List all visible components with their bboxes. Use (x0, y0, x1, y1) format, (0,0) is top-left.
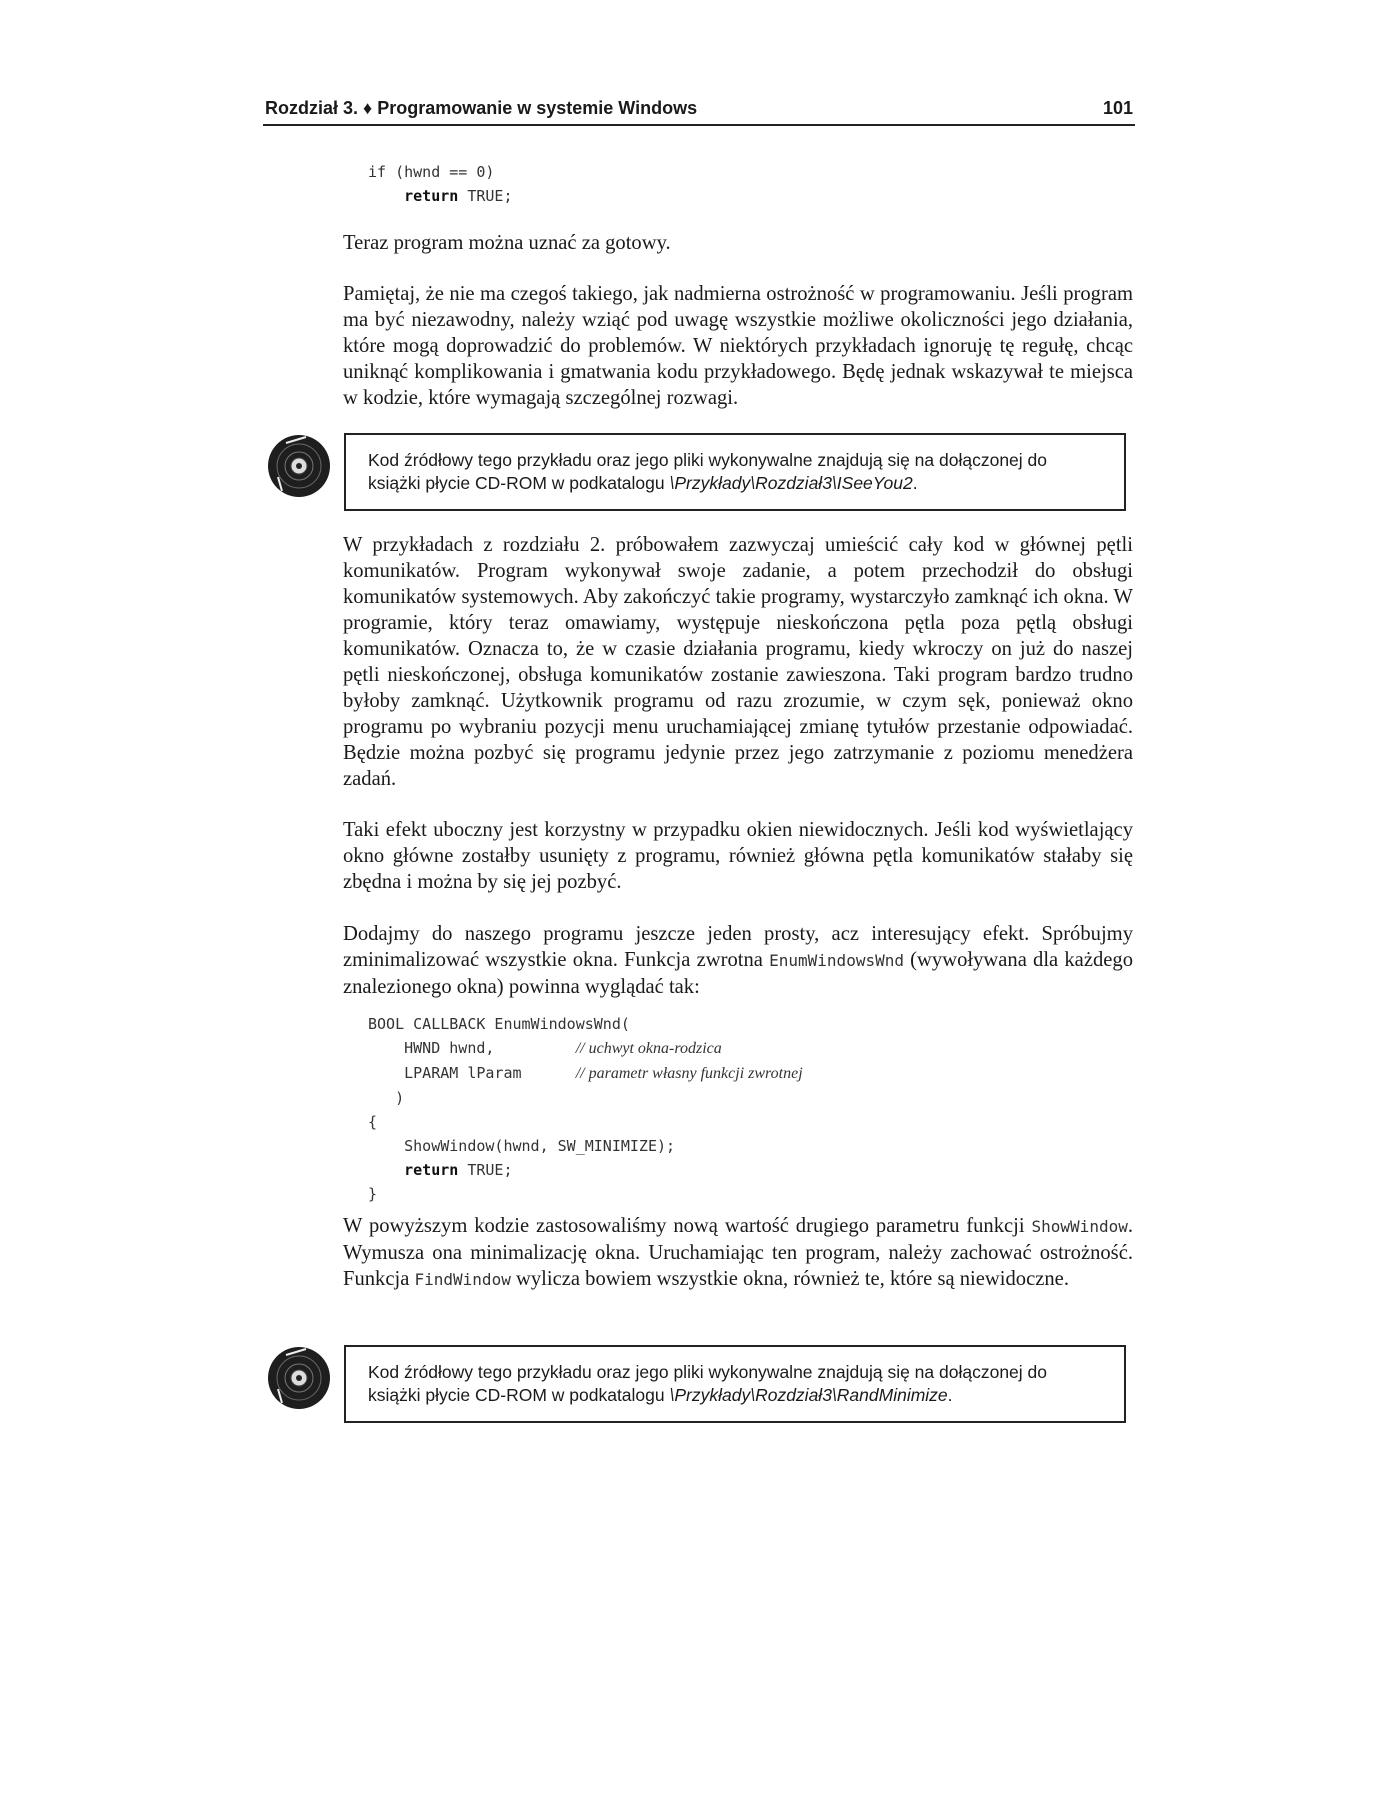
inline-code: EnumWindowsWnd (769, 951, 904, 970)
code-line: ShowWindow(hwnd, SW_MINIMIZE); (368, 1137, 676, 1155)
running-header (263, 98, 1135, 126)
code-line: { (368, 1113, 378, 1131)
code-keyword: return (404, 187, 459, 205)
code-line: LPARAM lParam (368, 1064, 576, 1082)
code-line: ) (368, 1089, 405, 1107)
note-end: . (947, 1385, 953, 1405)
cd-disc-icon (266, 433, 332, 499)
paragraph-3: W przykładach z rozdziału 2. próbowałem zazwyczaj umieścić cały kod w głównej pętli komunikatów. Program wykonywał swoje zadanie, a potem przechodził do obsługi komunikatów systemowych. Aby zakończyć takie programy, wystarczyło zamknąć ich okna. W programie, który teraz omawiamy, występuje nieskończona pętla poza pętlą obsługi komunikatów. Oznacza to, że w czasie działania programu, kiedy wkroczy on już do naszej pętli nieskończonej, obsługa komunikatów zostanie zawieszona. Taki program bardzo trudno byłoby zamknąć. Użytkownik programu od razu zrozumie, w czym sęk, ponieważ okno programu po wybraniu pozycji menu uruchamiającej zmianę tytułów przestanie odpowiadać. Będzie można pozbyć się programu jedynie przez jego zatrzymanie z poziomu menedżera zadań. (343, 534, 1133, 790)
code-comment: // uchwyt okna-rodzica (575, 1040, 722, 1057)
chapter-title: Rozdział 3. ♦ Programowanie w systemie Windows (265, 98, 698, 118)
text-run: . Wymusza ona minimalizację okna. Uruchamiając ten program, należy zachować ostrożność. Funkcja (343, 1215, 1133, 1290)
page-number: 101 (1102, 98, 1133, 118)
paragraph-2: Pamiętaj, że nie ma czegoś takiego, jak nadmierna ostrożność w programowaniu. Jeśli program ma być niezawodny, należy wziąć pod uwagę wszystkie możliwe okoliczności jego działania, które mogą doprowadzić do problemów. W niektórych przykładach ignoruję tę regułę, chcąc uniknąć komplikowania i gmatwania kodu przykładowego. Będę jednak wskazywał te miejsca w kodzie, które wymagają szczególnej rozwagi. (343, 283, 1133, 409)
cd-disc-icon (266, 1345, 332, 1411)
code-comment: // parametr własny funkcji zwrotnej (575, 1065, 803, 1082)
code-block-1 (368, 160, 513, 208)
code-line: TRUE; (458, 1161, 513, 1179)
note-path: \Przykłady\Rozdział3\RandMinimize (669, 1385, 948, 1405)
code-line: TRUE; (458, 187, 513, 205)
inline-code: ShowWindow (1031, 1217, 1128, 1236)
note-text: Kod źródłowy tego przykładu oraz jego pliki wykonywalne znajdują się na dołączonej do książki płycie CD-ROM w podkatalogu (368, 1362, 1048, 1405)
text-run: wylicza bowiem wszystkie okna, również te, które są niewidoczne. (510, 1268, 1069, 1290)
inline-code: FindWindow (414, 1270, 511, 1289)
code-line: HWND hwnd, (368, 1039, 576, 1057)
code-block-2 (368, 1012, 803, 1206)
paragraph-5 (343, 921, 1133, 1000)
note-path: \Przykłady\Rozdział3\ISeeYou2 (669, 473, 913, 493)
code-line: } (368, 1185, 378, 1203)
paragraph-6 (343, 1213, 1133, 1293)
note-text: Kod źródłowy tego przykładu oraz jego pliki wykonywalne znajdują się na dołączonej do książki płycie CD-ROM w podkatalogu (368, 450, 1048, 493)
paragraph-4: Taki efekt uboczny jest korzystny w przypadku okien niewidocznych. Jeśli kod wyświetlający okno główne zostałby usunięty z programu, również główna pętla komunikatów stałaby się zbędna i można by się jej pozbyć. (343, 819, 1133, 893)
cd-note-2 (344, 1345, 1126, 1423)
text-run: (wywoływana dla każdego znalezionego okna) powinna wyglądać tak: (343, 949, 1133, 998)
text-run: W powyższym kodzie zastosowaliśmy nową wartość drugiego parametru funkcji (343, 1215, 1032, 1237)
code-keyword: return (404, 1161, 459, 1179)
cd-note-1 (344, 433, 1126, 511)
note-end: . (912, 473, 918, 493)
code-line: BOOL CALLBACK EnumWindowsWnd( (368, 1015, 630, 1033)
code-line: if (hwnd == 0) (368, 163, 495, 181)
paragraph-1: Teraz program można uznać za gotowy. (343, 232, 671, 254)
text-run: Dodajmy do naszego programu jeszcze jeden prosty, acz interesujący efekt. Spróbujmy zminimalizować wszystkie okna. Funkcja zwrotna (343, 923, 1133, 971)
